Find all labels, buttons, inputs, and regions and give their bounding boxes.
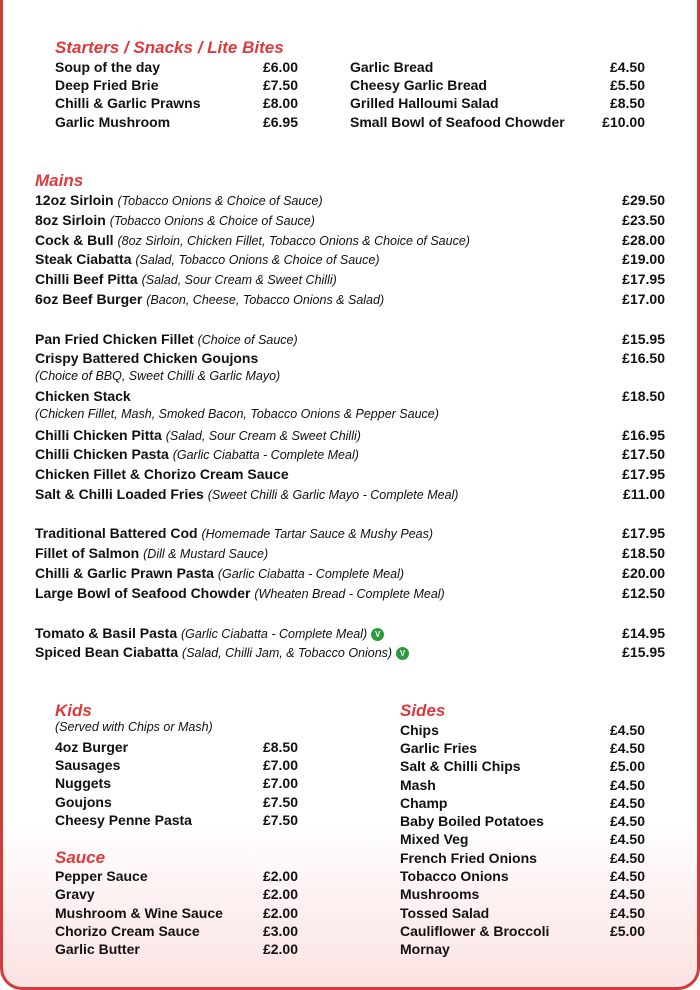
item-desc: (Dill & Mustard Sauce) xyxy=(143,547,269,561)
main-item xyxy=(35,544,268,563)
sides-price: £4.50 xyxy=(609,777,645,793)
starter-price: £6.00 xyxy=(262,59,298,75)
item-desc: (Garlic Ciabatta - Complete Meal) xyxy=(172,448,359,462)
main-item xyxy=(35,231,470,250)
sauce-item: Mushroom & Wine Sauce xyxy=(55,905,223,921)
sides-item: French Fried Onions xyxy=(400,850,537,866)
item-price: £29.50 xyxy=(622,192,665,208)
item-name: Cock & Bull xyxy=(35,232,114,248)
main-item xyxy=(35,445,359,464)
item-name: Pan Fried Chicken Fillet xyxy=(35,331,194,347)
kids-item: 4oz Burger xyxy=(55,739,129,755)
sides-item: Cauliflower & Broccoli xyxy=(400,923,550,939)
kids-price: £7.00 xyxy=(262,757,298,773)
sauce-price: £2.00 xyxy=(262,941,298,957)
item-price: £20.00 xyxy=(622,565,665,581)
sides-price: £5.00 xyxy=(609,923,645,939)
item-name: Tomato & Basil Pasta xyxy=(35,625,178,641)
main-item xyxy=(35,290,384,309)
item-price: £12.50 xyxy=(622,585,665,601)
starter-name: Chilli & Garlic Prawns xyxy=(55,95,201,111)
item-desc: (Wheaten Bread - Complete Meal) xyxy=(254,587,445,601)
kids-price: £8.50 xyxy=(262,739,298,755)
starter-price: £7.50 xyxy=(262,77,298,93)
kids-price: £7.50 xyxy=(262,812,298,828)
main-item xyxy=(35,270,337,289)
item-note: (Chicken Fillet, Mash, Smoked Bacon, Tobacco Onions & Pepper Sauce) xyxy=(35,407,439,421)
item-desc: (Salad, Sour Cream & Sweet Chilli) xyxy=(165,429,361,443)
item-desc: (Tobacco Onions & Choice of Sauce) xyxy=(109,214,315,228)
item-name: Large Bowl of Seafood Chowder xyxy=(35,585,251,601)
main-item xyxy=(35,250,380,269)
starter-name: Cheesy Garlic Bread xyxy=(350,77,487,93)
main-item xyxy=(35,485,458,504)
starter-name: Small Bowl of Seafood Chowder xyxy=(350,114,565,130)
starter-name: Garlic Mushroom xyxy=(55,114,171,130)
item-name: 8oz Sirloin xyxy=(35,212,106,228)
starter-price: £10.00 xyxy=(602,114,645,130)
sides-price: £4.50 xyxy=(609,813,645,829)
main-item xyxy=(35,564,404,583)
mains-heading: Mains xyxy=(35,171,84,190)
item-desc: (Salad, Sour Cream & Sweet Chilli) xyxy=(141,273,337,287)
sauce-item: Chorizo Cream Sauce xyxy=(55,923,200,939)
main-item xyxy=(35,349,258,367)
item-price: £14.95 xyxy=(622,625,665,641)
sides-heading: Sides xyxy=(400,701,446,720)
sides-item: Tobacco Onions xyxy=(400,868,509,884)
main-item xyxy=(35,426,361,445)
sauce-price: £2.00 xyxy=(262,905,298,921)
starter-name: Deep Fried Brie xyxy=(55,77,159,93)
sides-item: Mornay xyxy=(400,941,450,957)
sides-price: £4.50 xyxy=(609,905,645,921)
item-price: £17.95 xyxy=(622,466,665,482)
item-note: (Choice of BBQ, Sweet Chilli & Garlic Mayo) xyxy=(35,369,281,383)
item-desc: (Salad, Tobacco Onions & Choice of Sauce) xyxy=(135,253,380,267)
sides-price: £4.50 xyxy=(609,795,645,811)
item-name: Crispy Battered Chicken Goujons xyxy=(35,350,259,366)
sides-price: £5.00 xyxy=(609,758,645,774)
item-name: Steak Ciabatta xyxy=(35,251,132,267)
main-item xyxy=(35,191,323,210)
item-name: Salt & Chilli Loaded Fries xyxy=(35,486,204,502)
starter-price: £4.50 xyxy=(609,59,645,75)
item-name: Traditional Battered Cod xyxy=(35,525,198,541)
item-price: £17.00 xyxy=(622,291,665,307)
starter-price: £8.00 xyxy=(262,95,298,111)
starter-price: £6.95 xyxy=(262,114,298,130)
item-price: £17.50 xyxy=(622,446,665,462)
main-item xyxy=(35,330,298,349)
item-name: Chicken Stack xyxy=(35,388,131,404)
sauce-price: £3.00 xyxy=(262,923,298,939)
item-desc: (Tobacco Onions & Choice of Sauce) xyxy=(117,194,323,208)
sides-item: Salt & Chilli Chips xyxy=(400,758,521,774)
starter-name: Soup of the day xyxy=(55,59,160,75)
starter-price: £8.50 xyxy=(609,95,645,111)
main-item xyxy=(35,584,445,603)
sides-item: Mixed Veg xyxy=(400,831,469,847)
item-desc: (8oz Sirloin, Chicken Fillet, Tobacco Onions & Choice of Sauce) xyxy=(117,234,470,248)
sides-price: £4.50 xyxy=(609,868,645,884)
sauce-price: £2.00 xyxy=(262,886,298,902)
kids-item: Cheesy Penne Pasta xyxy=(55,812,192,828)
sides-price: £4.50 xyxy=(609,740,645,756)
sauce-price: £2.00 xyxy=(262,868,298,884)
item-desc: (Homemade Tartar Sauce & Mushy Peas) xyxy=(201,527,434,541)
item-price: £15.95 xyxy=(622,644,665,660)
item-name: Chilli Chicken Pitta xyxy=(35,427,162,443)
item-price: £16.50 xyxy=(622,350,665,366)
item-name: 12oz Sirloin xyxy=(35,192,114,208)
item-name: Fillet of Salmon xyxy=(35,545,140,561)
sauce-item: Garlic Butter xyxy=(55,941,140,957)
starters-heading: Starters / Snacks / Lite Bites xyxy=(55,38,284,57)
item-price: £23.50 xyxy=(622,212,665,228)
item-price: £16.95 xyxy=(622,427,665,443)
sides-price: £4.50 xyxy=(609,886,645,902)
item-desc: (Garlic Ciabatta - Complete Meal) xyxy=(217,567,405,581)
item-desc: (Choice of Sauce) xyxy=(197,333,298,347)
item-price: £15.95 xyxy=(622,331,665,347)
kids-note: (Served with Chips or Mash) xyxy=(55,720,213,734)
kids-item: Sausages xyxy=(55,757,121,773)
vegetarian-icon: V xyxy=(396,647,409,660)
item-price: £28.00 xyxy=(622,232,665,248)
main-item xyxy=(35,387,131,405)
main-item xyxy=(35,465,289,483)
item-name: Spiced Bean Ciabatta xyxy=(35,644,179,660)
starter-price: £5.50 xyxy=(609,77,645,93)
kids-item: Nuggets xyxy=(55,775,111,791)
sides-item: Garlic Fries xyxy=(400,740,478,756)
item-price: £19.00 xyxy=(622,251,665,267)
starter-name: Grilled Halloumi Salad xyxy=(350,95,499,111)
item-name: Chilli Beef Pitta xyxy=(35,271,138,287)
vegetarian-icon: V xyxy=(371,628,384,641)
item-price: £17.95 xyxy=(622,525,665,541)
item-price: £18.50 xyxy=(622,388,665,404)
kids-item: Goujons xyxy=(55,794,112,810)
sides-item: Baby Boiled Potatoes xyxy=(400,813,544,829)
main-item xyxy=(35,643,409,662)
sauce-item: Pepper Sauce xyxy=(55,868,148,884)
kids-heading: Kids xyxy=(55,701,92,720)
sauce-item: Gravy xyxy=(55,886,95,902)
item-name: 6oz Beef Burger xyxy=(35,291,143,307)
item-name: Chicken Fillet & Chorizo Cream Sauce xyxy=(35,466,289,482)
sides-item: Champ xyxy=(400,795,448,811)
item-price: £17.95 xyxy=(622,271,665,287)
sides-price: £4.50 xyxy=(609,831,645,847)
item-name: Chilli & Garlic Prawn Pasta xyxy=(35,565,214,581)
sides-price: £4.50 xyxy=(609,722,645,738)
item-price: £18.50 xyxy=(622,545,665,561)
sides-item: Mushrooms xyxy=(400,886,480,902)
item-desc: (Salad, Chilli Jam, & Tobacco Onions) xyxy=(182,646,393,660)
kids-price: £7.00 xyxy=(262,775,298,791)
sides-item: Tossed Salad xyxy=(400,905,490,921)
item-desc: (Sweet Chilli & Garlic Mayo - Complete Meal) xyxy=(207,488,459,502)
main-item xyxy=(35,524,433,543)
sauce-heading: Sauce xyxy=(55,848,106,867)
sides-item: Chips xyxy=(400,722,439,738)
item-desc: (Bacon, Cheese, Tobacco Onions & Salad) xyxy=(146,293,385,307)
main-item xyxy=(35,624,384,643)
kids-price: £7.50 xyxy=(262,794,298,810)
main-item xyxy=(35,211,315,230)
item-price: £11.00 xyxy=(622,486,665,502)
sides-item: Mash xyxy=(400,777,436,793)
sides-price: £4.50 xyxy=(609,850,645,866)
item-desc: (Garlic Ciabatta - Complete Meal) xyxy=(181,627,368,641)
item-name: Chilli Chicken Pasta xyxy=(35,446,169,462)
starter-name: Garlic Bread xyxy=(350,59,434,75)
